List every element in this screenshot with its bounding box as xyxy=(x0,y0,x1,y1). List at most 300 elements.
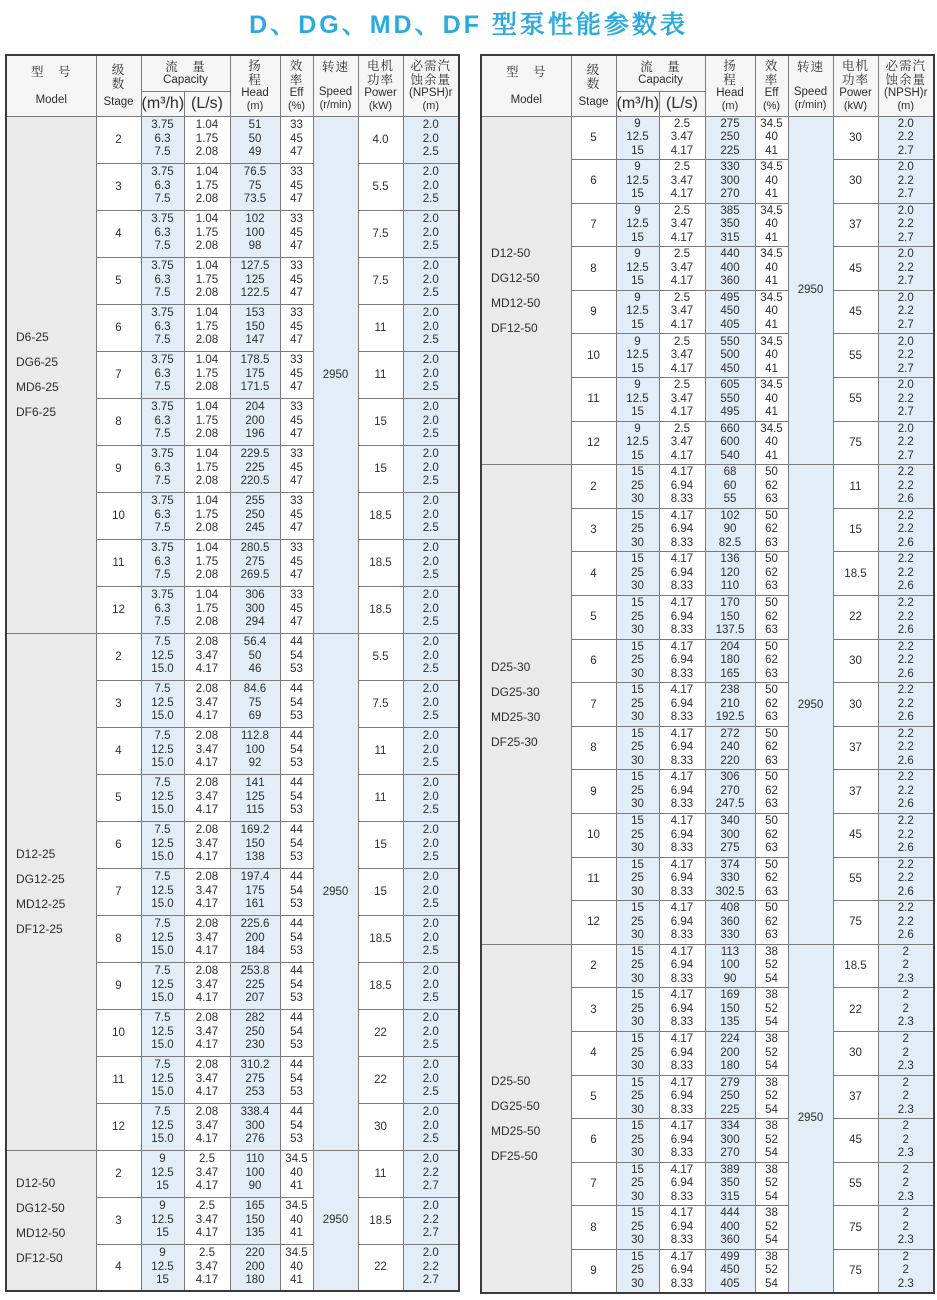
npsh-cell-value: 2.2 xyxy=(897,436,914,449)
eff-cell xyxy=(755,465,788,509)
npsh-cell-value: 2.0 xyxy=(422,401,439,414)
power-cell: 18.5 xyxy=(358,915,403,962)
head-cell-value: 204 xyxy=(720,640,740,653)
head-cell-value: 440 xyxy=(720,248,740,261)
head-cell-value: 315 xyxy=(720,1190,740,1203)
power-cell: 37 xyxy=(833,726,878,770)
stage-cell: 2 xyxy=(96,633,141,680)
stage-cell: 4 xyxy=(571,1031,616,1075)
capacity-m3h-cell xyxy=(616,334,659,378)
eff-cell-value: 62 xyxy=(765,654,778,667)
eff-cell-value: 34.5 xyxy=(760,204,783,217)
capacity-m3h-cell xyxy=(141,1009,184,1056)
head-cell-value: 180 xyxy=(720,654,740,667)
power-cell: 15 xyxy=(358,398,403,445)
head-cell-value: 100 xyxy=(245,226,265,239)
head-cell-value: 310.2 xyxy=(240,1059,270,1072)
power-header-cn: 功率 xyxy=(841,72,869,87)
npsh-cell xyxy=(878,378,934,422)
eff-cell-value: 53 xyxy=(290,851,303,864)
pump-model-group xyxy=(481,116,934,465)
eff-cell-value: 47 xyxy=(290,193,303,206)
head-cell-value: 240 xyxy=(720,741,740,754)
head-cell-value: 306 xyxy=(245,589,265,602)
head-cell-value: 300 xyxy=(245,602,265,615)
stage-cell: 5 xyxy=(96,257,141,304)
head-cell-value: 141 xyxy=(245,777,265,790)
capacity-ls-cell-value: 2.08 xyxy=(195,636,219,649)
npsh-cell-value: 2.0 xyxy=(422,307,439,320)
power-cell: 55 xyxy=(833,1162,878,1206)
power-cell: 75 xyxy=(833,421,878,465)
capacity-m3h-cell xyxy=(616,203,659,247)
speed-header-cn: 转速 xyxy=(321,59,349,74)
power-header-cn: 电机 xyxy=(841,58,869,73)
npsh-cell xyxy=(878,1206,934,1250)
stage-cell: 10 xyxy=(96,492,141,539)
head-cell xyxy=(230,163,280,210)
power-cell: 5.5 xyxy=(358,163,403,210)
capacity-ls-cell xyxy=(659,1119,705,1163)
eff-cell-value: 40 xyxy=(765,261,778,274)
eff-cell xyxy=(755,1249,788,1293)
capacity-m3h-cell-value: 3.75 xyxy=(151,354,174,367)
head-cell-value: 238 xyxy=(720,684,740,697)
head-cell-value: 280.5 xyxy=(240,542,270,555)
npsh-cell-value: 2.0 xyxy=(422,1200,439,1213)
capacity-ls-cell-value: 3.47 xyxy=(195,790,219,803)
npsh-cell-value: 2.7 xyxy=(422,1274,439,1286)
power-header-en: Power xyxy=(839,86,872,99)
capacity-m3h-cell-value: 12.5 xyxy=(151,837,174,850)
capacity-m3h-cell-value: 12.5 xyxy=(626,131,649,144)
model-label-list xyxy=(7,847,96,936)
eff-cell-value: 62 xyxy=(765,915,778,928)
stage-cell: 9 xyxy=(96,962,141,1009)
capacity-m3h-cell xyxy=(616,160,659,204)
eff-cell xyxy=(280,116,313,163)
capacity-m3h-cell-value: 3.75 xyxy=(151,307,174,320)
eff-cell-value: 45 xyxy=(290,132,303,145)
capacity-ls-cell xyxy=(659,1162,705,1206)
npsh-cell-value: 2.0 xyxy=(422,1025,439,1038)
capacity-ls-cell-value: 1.04 xyxy=(195,260,219,273)
eff-cell-value: 54 xyxy=(765,1060,778,1073)
power-cell: 55 xyxy=(833,378,878,422)
capacity-ls-cell xyxy=(659,1075,705,1119)
stage-cell: 6 xyxy=(571,639,616,683)
pump-performance-table-right xyxy=(480,54,935,1294)
capacity-m3h-cell-value: 12.5 xyxy=(626,392,649,405)
head-cell xyxy=(230,1056,280,1103)
eff-cell-value: 50 xyxy=(765,684,778,697)
npsh-cell-value: 2.2 xyxy=(897,727,914,740)
capacity-m3h-cell-value: 15 xyxy=(631,815,644,828)
capacity-ls-cell-value: 1.04 xyxy=(195,401,219,414)
eff-cell-value: 34.5 xyxy=(760,291,783,304)
eff-cell-value: 38 xyxy=(765,989,778,1002)
head-cell-value: 60 xyxy=(723,479,737,492)
capacity-m3h-cell-value: 7.5 xyxy=(154,918,171,931)
head-cell-value: 230 xyxy=(245,1039,265,1052)
head-cell-value: 138 xyxy=(245,851,265,864)
capacity-m3h-cell-value: 9 xyxy=(634,248,641,261)
model-label: D12-50 xyxy=(16,1175,56,1190)
model-cell xyxy=(481,944,571,1293)
capacity-m3h-cell-value: 12.5 xyxy=(151,743,174,756)
npsh-cell-value: 2.0 xyxy=(422,978,439,991)
eff-cell-value: 50 xyxy=(765,727,778,740)
npsh-cell-value: 2.5 xyxy=(422,1086,439,1099)
speed-header-en: Speed xyxy=(318,85,353,98)
head-cell xyxy=(705,1119,755,1163)
head-cell xyxy=(230,445,280,492)
capacity-ls-cell xyxy=(184,210,230,257)
npsh-cell-value: 2.7 xyxy=(897,188,914,201)
capacity-m3h-cell-value: 15 xyxy=(156,1274,169,1286)
power-cell: 15 xyxy=(358,821,403,868)
head-cell-value: 300 xyxy=(720,174,740,187)
capacity-m3h-cell-value: 30 xyxy=(631,493,644,506)
capacity-ls-cell-value: 6.94 xyxy=(670,1220,694,1233)
npsh-cell-value: 2.2 xyxy=(897,305,914,318)
npsh-cell-value: 2.2 xyxy=(897,828,914,841)
capacity-ls-cell-value: 8.33 xyxy=(670,711,694,724)
head-cell-value: 75 xyxy=(248,696,262,709)
eff-cell-value: 33 xyxy=(290,166,303,179)
eff-header-unit: (%) xyxy=(287,99,306,112)
npsh-cell-value: 2.5 xyxy=(422,757,439,770)
eff-cell xyxy=(280,1150,313,1197)
stage-cell: 9 xyxy=(571,1249,616,1293)
stage-cell: 11 xyxy=(571,857,616,901)
npsh-cell xyxy=(403,210,459,257)
capacity-ls-cell xyxy=(659,770,705,814)
head-cell-value: 247.5 xyxy=(715,798,745,811)
stage-cell: 3 xyxy=(571,988,616,1032)
capacity-ls-cell-value: 1.04 xyxy=(195,589,219,602)
speed-cell: 2950 xyxy=(313,116,358,633)
npsh-cell-value: 2.0 xyxy=(422,132,439,145)
head-cell-value: 360 xyxy=(720,1234,740,1247)
capacity-ls-cell-value: 4.17 xyxy=(195,663,219,676)
eff-cell xyxy=(280,1244,313,1291)
capacity-m3h-cell-value: 25 xyxy=(631,1133,644,1146)
capacity-m3h-cell xyxy=(616,1206,659,1250)
head-cell-value: 56.4 xyxy=(243,636,267,649)
capacity-ls-cell-value: 2.08 xyxy=(195,381,219,394)
eff-cell xyxy=(755,421,788,465)
power-cell: 22 xyxy=(833,596,878,640)
capacity-m3h-cell-value: 6.3 xyxy=(154,602,171,615)
eff-cell-value: 52 xyxy=(765,1177,778,1190)
capacity-ls-cell-value: 6.94 xyxy=(670,872,694,885)
eff-cell xyxy=(755,683,788,727)
stage-cell: 4 xyxy=(96,210,141,257)
npsh-cell-value: 2 xyxy=(902,1264,909,1277)
capacity-ls-cell-value: 4.17 xyxy=(670,406,694,419)
eff-cell-value: 54 xyxy=(290,649,303,662)
eff-cell xyxy=(280,1197,313,1244)
capacity-ls-cell-value: 1.04 xyxy=(195,166,219,179)
capacity-m3h-cell-value: 15 xyxy=(631,144,644,157)
eff-cell-value: 44 xyxy=(290,824,303,837)
capacity-m3h-cell-value: 12.5 xyxy=(151,1072,174,1085)
eff-cell-value: 54 xyxy=(765,1190,778,1203)
stage-cell: 7 xyxy=(96,351,141,398)
eff-cell-value: 33 xyxy=(290,119,303,132)
eff-cell-value: 53 xyxy=(290,945,303,958)
eff-header-cn: 率 xyxy=(289,72,304,87)
capacity-m3h-cell xyxy=(141,1244,184,1291)
eff-cell-value: 63 xyxy=(765,624,778,637)
capacity-ls-cell xyxy=(184,257,230,304)
power-cell: 45 xyxy=(833,247,878,291)
capacity-ls-cell-value: 2.5 xyxy=(199,1247,215,1259)
capacity-m3h-cell xyxy=(141,821,184,868)
npsh-cell-value: 2.0 xyxy=(422,1153,439,1166)
eff-cell xyxy=(280,539,313,586)
head-cell xyxy=(230,680,280,727)
capacity-m3h-cell-value: 7.5 xyxy=(154,522,171,535)
model-label: DF12-25 xyxy=(16,922,63,936)
stage-header-en: Stage xyxy=(578,95,609,108)
eff-cell-value: 50 xyxy=(765,858,778,871)
eff-cell xyxy=(755,770,788,814)
eff-cell-value: 45 xyxy=(290,414,303,427)
capacity-ls-cell xyxy=(659,290,705,334)
eff-cell-value: 63 xyxy=(765,929,778,942)
head-cell-value: 175 xyxy=(245,884,265,897)
pump-model-group xyxy=(481,465,934,945)
npsh-header-cn: 蚀余量 xyxy=(885,72,926,87)
stage-cell: 12 xyxy=(571,421,616,465)
head-cell-value: 374 xyxy=(720,858,740,871)
npsh-cell-value: 2.2 xyxy=(897,553,914,566)
capacity-ls-cell xyxy=(659,596,705,640)
npsh-cell xyxy=(403,727,459,774)
eff-cell-value: 40 xyxy=(290,1166,303,1179)
capacity-ls-cell-value: 2.08 xyxy=(195,569,219,582)
model-header-en: Model xyxy=(35,93,67,106)
capacity-ls-cell xyxy=(184,868,230,915)
eff-cell-value: 50 xyxy=(765,597,778,610)
npsh-cell-value: 2.2 xyxy=(897,815,914,828)
capacity-ls-cell-value: 3.47 xyxy=(195,1213,219,1226)
capacity-ls-cell-value: 1.75 xyxy=(195,320,219,333)
npsh-cell xyxy=(878,1075,934,1119)
capacity-m3h-cell xyxy=(141,304,184,351)
eff-cell xyxy=(280,586,313,633)
capacity-m3h-cell-value: 15 xyxy=(631,858,644,871)
capacity-m3h-cell-value: 25 xyxy=(631,872,644,885)
capacity-m3h-cell-value: 30 xyxy=(631,842,644,855)
npsh-cell xyxy=(878,726,934,770)
npsh-cell xyxy=(403,116,459,163)
capacity-m3h-cell-value: 25 xyxy=(631,784,644,797)
npsh-cell-value: 2.0 xyxy=(422,273,439,286)
model-label-list xyxy=(482,246,571,335)
eff-cell xyxy=(755,378,788,422)
capacity-m3h-cell-value: 12.5 xyxy=(151,1260,174,1273)
capacity-ls-cell xyxy=(184,586,230,633)
npsh-header-cn: 必需汽 xyxy=(885,58,926,73)
capacity-ls-cell xyxy=(659,203,705,247)
npsh-cell-value: 2.0 xyxy=(422,1119,439,1132)
capacity-ls-cell-value: 4.17 xyxy=(195,1180,219,1193)
eff-cell xyxy=(280,821,313,868)
capacity-ls-cell xyxy=(659,1206,705,1250)
capacity-ls-cell-value: 2.5 xyxy=(674,422,690,435)
head-cell-value: 92 xyxy=(248,757,262,770)
capacity-m3h-cell-value: 3.75 xyxy=(151,589,174,602)
model-label: DG25-30 xyxy=(491,685,540,700)
capacity-ls-cell-value: 1.75 xyxy=(195,508,219,521)
capacity-ls-cell-value: 4.17 xyxy=(670,684,694,697)
npsh-cell-value: 2.6 xyxy=(897,929,914,942)
npsh-cell-value: 2.0 xyxy=(422,508,439,521)
head-cell-value: 250 xyxy=(720,1090,740,1103)
table-row xyxy=(481,944,934,988)
npsh-cell-value: 2.2 xyxy=(897,640,914,653)
capacity-ls-cell-value: 2.08 xyxy=(195,193,219,206)
eff-cell-value: 53 xyxy=(290,710,303,723)
capacity-ls-cell-value: 3.47 xyxy=(670,174,694,187)
model-cell xyxy=(481,116,571,465)
npsh-cell-value: 2.0 xyxy=(422,1247,439,1259)
head-cell-value: 499 xyxy=(720,1250,740,1263)
capacity-ls-cell-value: 2.08 xyxy=(195,240,219,253)
npsh-cell-value: 2.5 xyxy=(422,1039,439,1052)
npsh-cell-value: 2.7 xyxy=(897,275,914,288)
npsh-cell-value: 2.5 xyxy=(422,898,439,911)
stage-cell: 11 xyxy=(96,539,141,586)
npsh-cell xyxy=(878,1162,934,1206)
capacity-m3h-cell-value: 15 xyxy=(156,1180,169,1193)
capacity-ls-cell xyxy=(659,944,705,988)
eff-cell-value: 54 xyxy=(765,1234,778,1247)
stage-cell: 12 xyxy=(571,901,616,945)
capacity-m3h-cell-value: 3.75 xyxy=(151,260,174,273)
npsh-cell-value: 2.7 xyxy=(897,449,914,462)
eff-cell-value: 34.5 xyxy=(760,161,783,174)
capacity-ls-cell xyxy=(659,160,705,204)
eff-cell-value: 44 xyxy=(290,683,303,696)
capacity-ls-cell xyxy=(659,378,705,422)
head-cell-value: 250 xyxy=(245,1025,265,1038)
capacity-m3h-cell xyxy=(616,944,659,988)
npsh-cell-value: 2.3 xyxy=(897,1103,914,1116)
eff-cell-value: 54 xyxy=(765,1147,778,1160)
npsh-cell-value: 2.6 xyxy=(897,798,914,811)
eff-cell-value: 53 xyxy=(290,663,303,676)
stage-header-cn: 级 xyxy=(586,62,601,77)
head-cell-value: 200 xyxy=(245,414,265,427)
eff-cell-value: 44 xyxy=(290,636,303,649)
capacity-ls-cell-value: 4.17 xyxy=(670,640,694,653)
eff-cell-value: 54 xyxy=(290,884,303,897)
eff-cell-value: 53 xyxy=(290,804,303,817)
capacity-m3h-cell-value: 25 xyxy=(631,741,644,754)
eff-cell-value: 38 xyxy=(765,1033,778,1046)
capacity-m3h-cell-value: 7.5 xyxy=(154,240,171,253)
head-cell-value: 275 xyxy=(720,842,740,855)
capacity-m3h-cell-value: 7.5 xyxy=(154,146,171,159)
npsh-cell-value: 2.6 xyxy=(897,580,914,593)
npsh-cell-value: 2.5 xyxy=(422,381,439,394)
capacity-ls-cell-value: 4.17 xyxy=(195,1039,219,1052)
capacity-ls-cell-value: 6.94 xyxy=(670,1133,694,1146)
capacity-ls-cell-value: 3.47 xyxy=(195,696,219,709)
head-cell-value: 224 xyxy=(720,1033,740,1046)
head-cell-value: 250 xyxy=(720,131,740,144)
capacity-ls-cell-value: 3.47 xyxy=(670,436,694,449)
model-label: MD12-50 xyxy=(16,1225,66,1240)
head-cell xyxy=(230,727,280,774)
eff-cell xyxy=(755,944,788,988)
capacity-ls-cell-value: 6.94 xyxy=(670,828,694,841)
eff-cell xyxy=(755,1162,788,1206)
capacity-ls-cell-value: 6.94 xyxy=(670,566,694,579)
model-label: D12-25 xyxy=(16,847,56,861)
npsh-cell-value: 2.6 xyxy=(897,754,914,767)
npsh-cell-value: 2.0 xyxy=(422,730,439,743)
capacity-header-en: Capacity xyxy=(163,73,208,86)
speed-column-header xyxy=(313,55,358,116)
capacity-m3h-cell-value: 15 xyxy=(631,188,644,201)
npsh-column-header xyxy=(403,55,459,116)
capacity-m3h-cell-value: 6.3 xyxy=(154,367,171,380)
eff-cell-value: 54 xyxy=(290,696,303,709)
capacity-m3h-cell-value: 15 xyxy=(631,1163,644,1176)
head-cell-value: 200 xyxy=(245,931,265,944)
npsh-cell-value: 2.2 xyxy=(897,872,914,885)
stage-cell: 6 xyxy=(571,1119,616,1163)
eff-cell-value: 63 xyxy=(765,842,778,855)
capacity-ls-cell-value: 8.33 xyxy=(670,624,694,637)
capacity-m3h-cell-value: 12.5 xyxy=(151,884,174,897)
capacity-ls-cell xyxy=(659,857,705,901)
eff-cell-value: 47 xyxy=(290,522,303,535)
head-header-unit: (m) xyxy=(721,99,739,112)
capacity-ls-cell-value: 1.75 xyxy=(195,602,219,615)
npsh-cell-value: 2.0 xyxy=(422,1012,439,1025)
capacity-m3h-cell-value: 25 xyxy=(631,1264,644,1277)
npsh-cell-value: 2 xyxy=(902,989,909,1002)
capacity-m3h-cell-value: 15.0 xyxy=(151,757,174,770)
eff-cell xyxy=(280,398,313,445)
stage-cell: 3 xyxy=(96,163,141,210)
head-cell-value: 102 xyxy=(245,213,265,226)
npsh-cell-value: 2.2 xyxy=(897,349,914,362)
capacity-m3h-cell xyxy=(141,962,184,1009)
power-cell: 22 xyxy=(833,988,878,1032)
capacity-m3h-cell-value: 6.3 xyxy=(154,461,171,474)
head-cell-value: 102 xyxy=(720,509,740,522)
head-cell-value: 46 xyxy=(248,663,262,676)
capacity-ls-cell xyxy=(659,508,705,552)
npsh-cell-value: 2.5 xyxy=(422,475,439,488)
capacity-m3h-cell xyxy=(616,552,659,596)
pump-model-group xyxy=(6,1150,459,1291)
capacity-ls-cell xyxy=(659,988,705,1032)
stage-cell: 2 xyxy=(96,1150,141,1197)
model-label: DF25-30 xyxy=(491,735,538,750)
head-cell-value: 75 xyxy=(248,179,262,192)
eff-cell-value: 47 xyxy=(290,146,303,159)
eff-cell-value: 45 xyxy=(290,179,303,192)
eff-cell-value: 41 xyxy=(765,144,778,157)
